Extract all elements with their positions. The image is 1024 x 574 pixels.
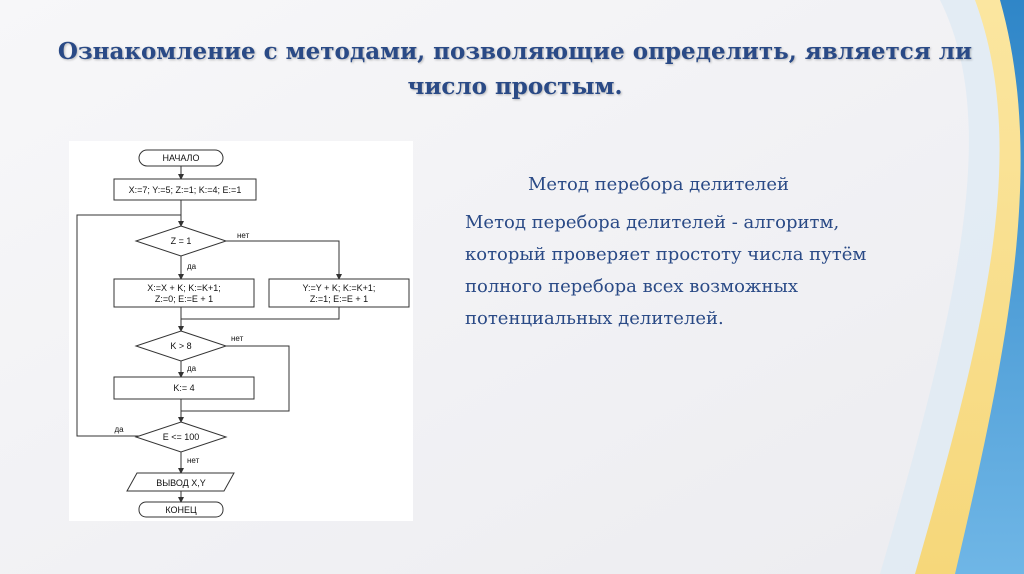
right-process-line-2: Z:=1; E:=E + 1 xyxy=(309,294,369,304)
cond2-yes-label: да xyxy=(187,364,197,373)
left-process-line-1: X:=X + K; K:=K+1; xyxy=(147,283,221,293)
flowchart-diagram xyxy=(69,141,413,521)
left-process-line-2: Z:=0; E:=E + 1 xyxy=(154,294,214,304)
cond3-yes-label: да xyxy=(114,425,124,434)
output-label: ВЫВОД X,Y xyxy=(156,478,206,488)
slide-title xyxy=(20,34,1010,104)
title-line-2: число простым. xyxy=(407,73,623,100)
title-line-1: Ознакомление с методами, позволяющие определить, является ли xyxy=(57,38,973,65)
method-description xyxy=(465,207,985,335)
method-heading: Метод перебора делителей xyxy=(528,174,790,195)
description-line-2: который проверяет простоту числа путём xyxy=(465,244,867,265)
description-line-1: Метод перебора делителей - алгоритм, xyxy=(465,212,840,233)
cond1-label: Z = 1 xyxy=(170,236,192,246)
cond1-yes-label: да xyxy=(187,262,197,271)
assign-label: K:= 4 xyxy=(173,383,195,393)
description-line-4: потенциальных делителей. xyxy=(465,308,724,329)
init-label: X:=7; Y:=5; Z:=1; K:=4; E:=1 xyxy=(128,185,242,195)
cond3-no-label: нет xyxy=(187,456,200,465)
end-label: КОНЕЦ xyxy=(165,505,197,515)
description-line-3: полного перебора всех возможных xyxy=(465,276,798,297)
flowchart-figure xyxy=(69,141,413,521)
start-label: НАЧАЛО xyxy=(162,153,200,163)
cond2-no-label: нет xyxy=(231,334,244,343)
cond2-label: K > 8 xyxy=(170,341,192,351)
cond3-label: E <= 100 xyxy=(162,432,200,442)
cond1-no-label: нет xyxy=(237,231,250,240)
right-process-line-1: Y:=Y + K; K:=K+1; xyxy=(302,283,376,293)
